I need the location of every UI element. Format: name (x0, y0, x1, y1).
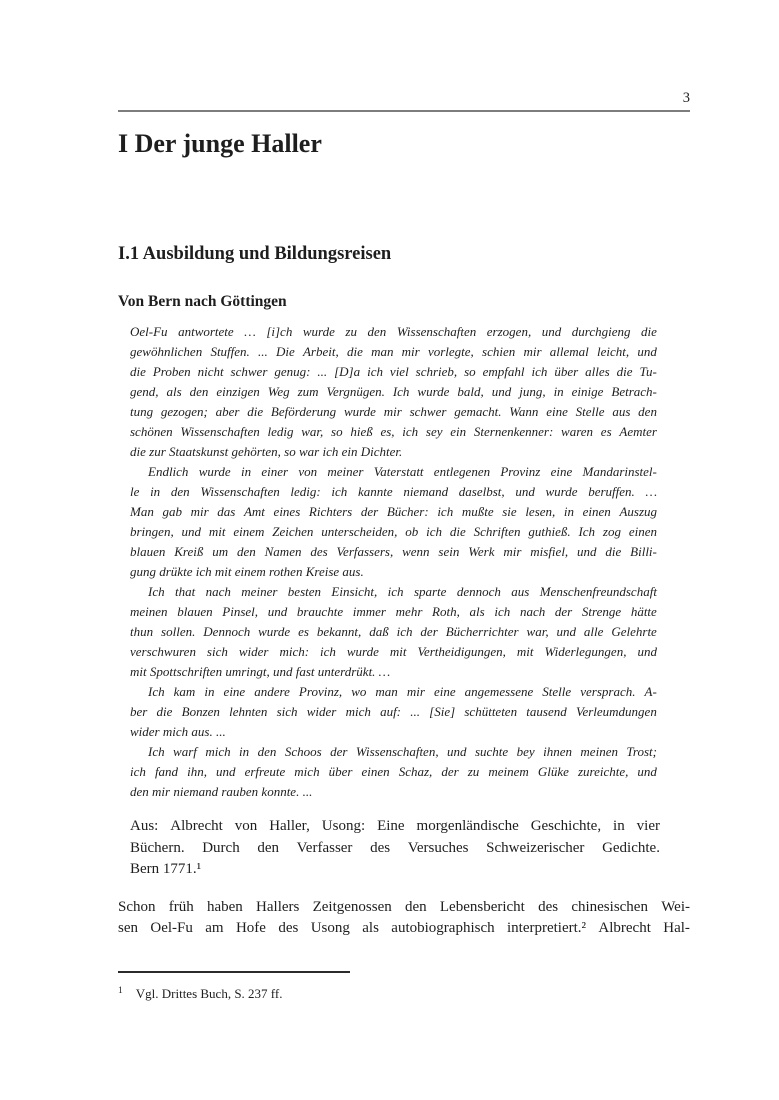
text-line: Ich that nach meiner besten Einsicht, ich sparte dennoch aus Menschenfreundschaft (148, 584, 657, 599)
text-line: verschwuren sich wider mich: ich wurde mit Vertheidigungen, mit Widerlegungen, und (130, 644, 657, 659)
page-header (118, 0, 690, 112)
text-line: bringen, und mit einem Zeichen unterscheiden, ob ich die Schriften guthieß. Ich zog einen (130, 524, 657, 539)
text-line: Oel-Fu antwortete … [i]ch wurde zu den Wissenschaften erzogen, und durchgieng die (130, 324, 657, 339)
subsection-title: Von Bern nach Göttingen (118, 293, 287, 310)
text-line: Aus: Albrecht von Haller, Usong: Eine morgenländische Geschichte, in vier (130, 818, 660, 834)
text-line: blauen Kreiß um den Namen des Verfassers, wenn sein Werk mir misfiel, und die Billi- (130, 544, 657, 559)
text-line: meinen blauen Pinsel, und brauchte immer mehr Roth, als ich nach der Strenge hätte (130, 604, 657, 619)
text-line: Bern 1771.¹ (130, 861, 202, 877)
text-line: Man gab mir das Amt eines Richters der Bücher: ich mußte sie lesen, in einen Auszug (130, 504, 657, 519)
text-line: gewöhnlichen Stuffen. ... Die Arbeit, die man mir vorlegte, schien mir allemal leicht, und (130, 344, 657, 359)
text-line: die zur Staatskunst gehörten, so war ich ein Dichter. (130, 444, 403, 459)
text-line: wider mich aus. ... (130, 724, 226, 739)
text-line: schönen Wissenschaften ledig war, so hieß es, ich sey ein Sternenkenner: waren es Aemter (130, 424, 657, 439)
block-quote (130, 322, 657, 802)
text-line: gung drükte ich mit einem rothen Kreise aus. (130, 564, 364, 579)
text-line: Endlich wurde in einer von meiner Vaterstatt entlegenen Provinz eine Mandarinstel- (148, 464, 657, 479)
footnote-marker: 1 (118, 985, 123, 996)
text-line: sen Oel-Fu am Hofe des Usong als autobiographisch interpretiert.² Albrecht Hal- (118, 920, 690, 936)
page-content (118, 0, 690, 1002)
chapter-title: I Der junge Haller (118, 129, 322, 158)
text-line: mit Spottschriften umringt, und fast unterdrükt. … (130, 664, 391, 679)
section-title: I.1 Ausbildung und Bildungsreisen (118, 244, 392, 264)
footnote-text: Vgl. Drittes Buch, S. 237 ff. (135, 985, 283, 1001)
text-line: tung gezogen; aber die Beförderung wurde mir schwer gemacht. Wann eine Stelle aus den (130, 404, 657, 419)
page-number: 3 (682, 90, 690, 106)
text-line: Schon früh haben Hallers Zeitgenossen den Lebensbericht des chinesischen Wei- (118, 898, 690, 915)
text-line: gend, als den einzigen Weg zum Vergnügen. Ich wurde bald, und jung, in einige Betrach- (130, 384, 657, 399)
text-line: le in den Wissenschaften ledig: ich kannte niemand daselbst, und wurde beruffen. … (130, 484, 657, 499)
text-line: ber die Bonzen lehnten sich wider mich auf: ... [Sie] schütteten tausend Verleumdungen (130, 704, 657, 719)
text-line: Büchern. Durch den Verfasser des Versuches Schweizerischer Gedichte. (130, 839, 660, 856)
text-line: den mir niemand rauben konnte. ... (130, 784, 313, 799)
text-line: die Proben nicht schwer genug: ... [D]a ich viel schrieb, so empfahl ich über alles die Tu- (130, 364, 657, 379)
footnote (118, 983, 690, 1002)
footnote-separator (118, 971, 350, 973)
text-line: Ich kam in eine andere Provinz, wo man mir eine angemessene Stelle versprach. A- (148, 684, 657, 699)
quote-attribution (130, 816, 660, 881)
text-line: ich fand ihn, und erfreute mich über einen Schaz, der zu meinem Glüke zureichte, und (130, 764, 657, 779)
text-line: Ich warf mich in den Schoos der Wissenschaften, und suchte bey ihnen meinen Trost; (148, 744, 657, 759)
text-line: thun sollen. Dennoch wurde es bekannt, daß ich der Bücherrichter war, und alle Gelehrte (130, 624, 657, 639)
body-paragraph (118, 897, 690, 940)
